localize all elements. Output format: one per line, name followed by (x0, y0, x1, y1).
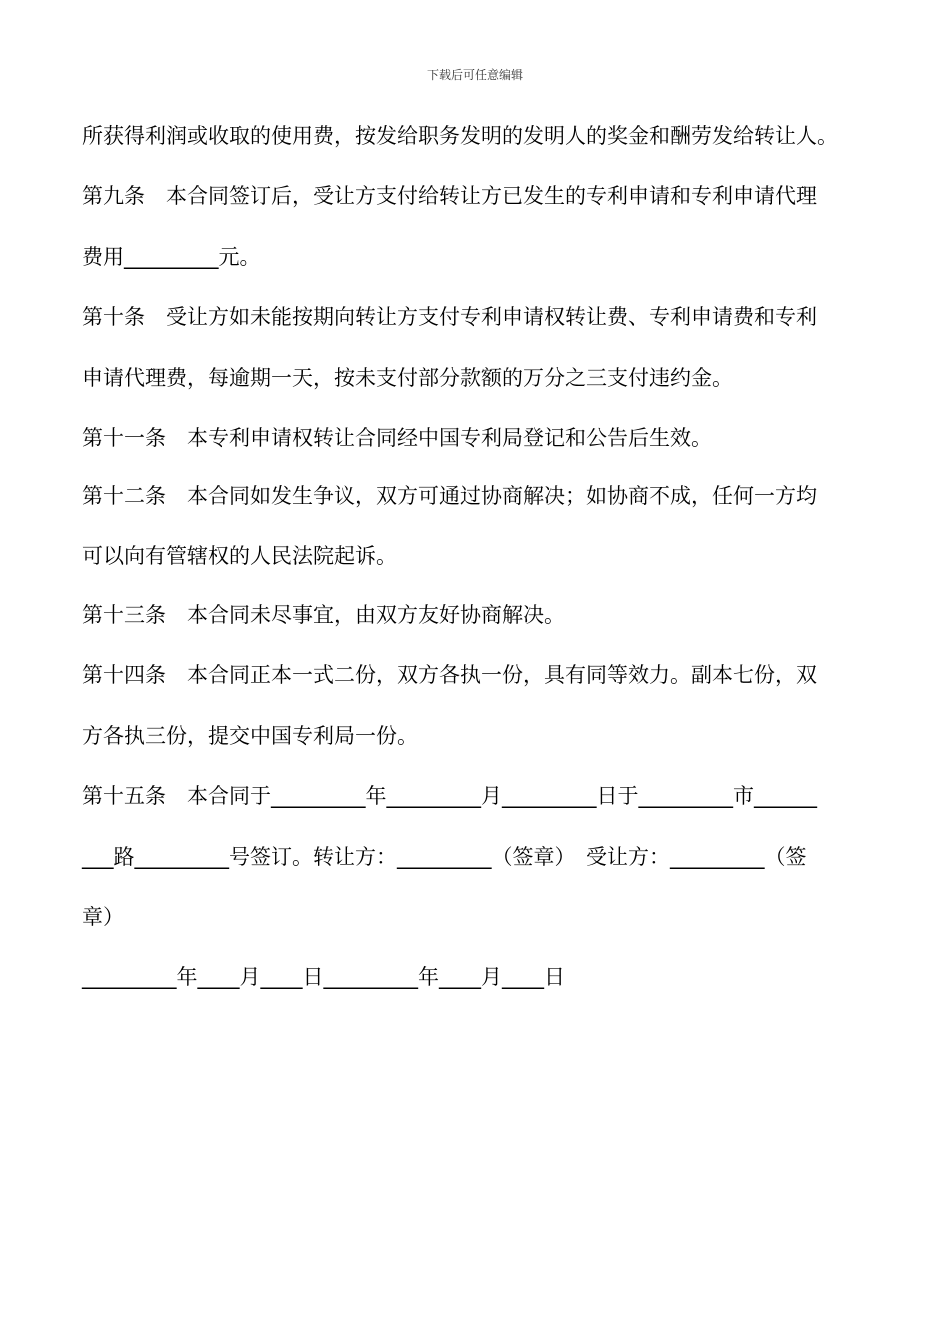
text-line: 第十四条 本合同正本一式二份，双方各执一份，具有同等效力。副本七份，双 (82, 663, 817, 687)
page-header: 下载后可任意编辑 (426, 68, 523, 82)
text-line: _________年____月____日_________年____月____日 (82, 965, 565, 989)
text-line: 申请代理费，每逾期一天，按未支付部分款额的万分之三支付违约金。 (82, 366, 733, 390)
text-line: 第十条 受让方如未能按期向转让方支付专利申请权转让费、专利申请费和专利 (82, 305, 817, 329)
text-line: 第十三条 本合同未尽事宜，由双方友好协商解决。 (82, 603, 565, 627)
text-line: 第九条 本合同签订后，受让方支付给转让方已发生的专利申请和专利申请代理 (82, 184, 817, 208)
text-line: 第十一条 本专利申请权转让合同经中国专利局登记和公告后生效。 (82, 426, 712, 450)
text-line: 方各执三份，提交中国专利局一份。 (82, 724, 418, 748)
text-line: 所获得利润或收取的使用费，按发给职务发明的发明人的奖金和酬劳发给转让人。 (82, 124, 838, 148)
text-line: 费用_________元。 (82, 245, 261, 269)
text-line: ___路_________号签订。转让方：_________（签章） 受让方：_________（签 (82, 845, 807, 869)
text-line: 第十二条 本合同如发生争议，双方可通过协商解决；如协商不成，任何一方均 (82, 484, 817, 508)
text-line: 第十五条 本合同于_________年_________月_________日于_________市______ (82, 784, 817, 808)
text-line: 章） (82, 905, 124, 929)
text-line: 可以向有管辖权的人民法院起诉。 (82, 544, 397, 568)
